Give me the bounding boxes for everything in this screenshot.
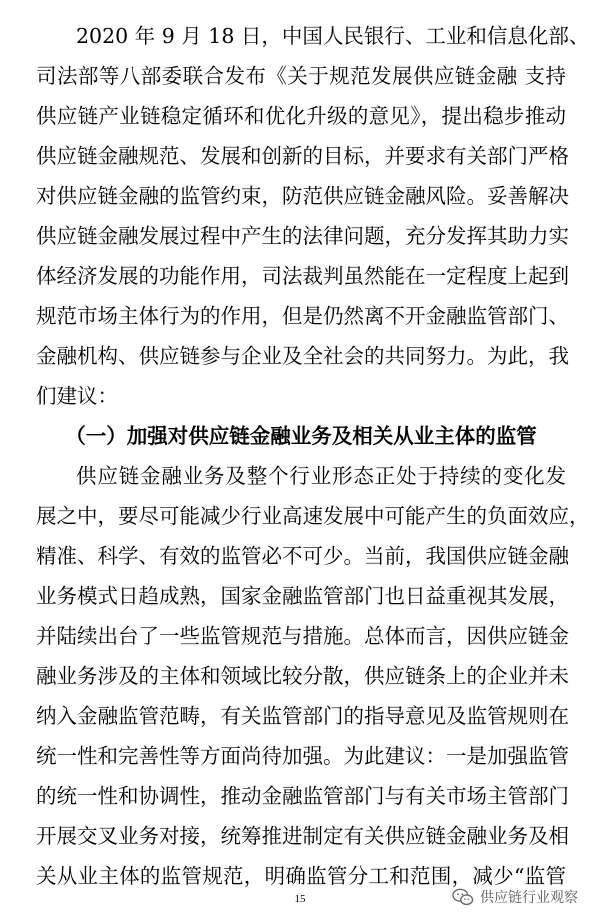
- watermark: [452, 884, 578, 910]
- paragraph-2-line-10: 开展交叉业务对接，统筹推进制定有关供应链金融业务及相: [36, 824, 569, 848]
- section-heading: （一）加强对供应链金融业务及相关从业主体的监管: [65, 424, 537, 448]
- paragraph-2-line-3: 精准、科学、有效的监管必不可少。当前，我国供应链金融: [36, 544, 569, 568]
- paragraph-1-line-4: 供应链金融规范、发展和创新的目标，并要求有关部门严格: [36, 144, 569, 168]
- paragraph-2-line-2: 展之中，要尽可能减少行业高速发展中可能产生的负面效应，: [36, 504, 590, 528]
- paragraph-1-line-5: 对供应链金融的监管约束，防范供应链金融风险。妥善解决: [36, 184, 569, 208]
- paragraph-1-line-10: 们建议：: [36, 384, 118, 408]
- page-number: 15: [294, 893, 306, 905]
- paragraph-2-line-4: 业务模式日趋成熟，国家金融监管部门也日益重视其发展，: [36, 584, 569, 608]
- paragraph-2-line-5: 并陆续出台了一些监管规范与措施。总体而言，因供应链金: [36, 624, 569, 648]
- paragraph-1-line-7: 体经济发展的功能作用，司法裁判虽然能在一定程度上起到: [36, 264, 569, 288]
- paragraph-1-line-2: 司法部等八部委联合发布《关于规范发展供应链金融 支持: [36, 64, 566, 88]
- paragraph-2-line-1: 供应链金融业务及整个行业形态正处于持续的变化发: [76, 464, 566, 488]
- paragraph-1-line-9: 金融机构、供应链参与企业及全社会的共同努力。为此，我: [36, 344, 569, 368]
- paragraph-1-line-6: 供应链金融发展过程中产生的法律问题，充分发挥其助力实: [36, 224, 569, 248]
- paragraph-1-line-8: 规范市场主体行为的作用，但是仍然离不开金融监管部门、: [36, 304, 569, 328]
- paragraph-2-line-11: 关从业主体的监管规范，明确监管分工和范围，减少“监管: [36, 864, 566, 888]
- paragraph-2-line-7: 纳入金融监管范畴，有关监管部门的指导意见及监管规则在: [36, 704, 569, 728]
- paragraph-2-line-9: 的统一性和协调性，推动金融监管部门与有关市场主管部门: [36, 784, 569, 808]
- paragraph-1-line-3: 供应链产业链稳定循环和优化升级的意见》，提出稳步推动: [36, 104, 566, 128]
- paragraph-1-line-1: 2020 年 9 月 18 日，中国人民银行、工业和信息化部、: [76, 24, 590, 48]
- wechat-icon: [452, 887, 474, 907]
- paragraph-2-line-8: 统一性和完善性等方面尚待加强。为此建议：一是加强监管: [36, 744, 569, 768]
- watermark-text: 供应链行业观察: [480, 890, 578, 906]
- paragraph-2-line-6: 融业务涉及的主体和领域比较分散，供应链条上的企业并未: [36, 664, 569, 688]
